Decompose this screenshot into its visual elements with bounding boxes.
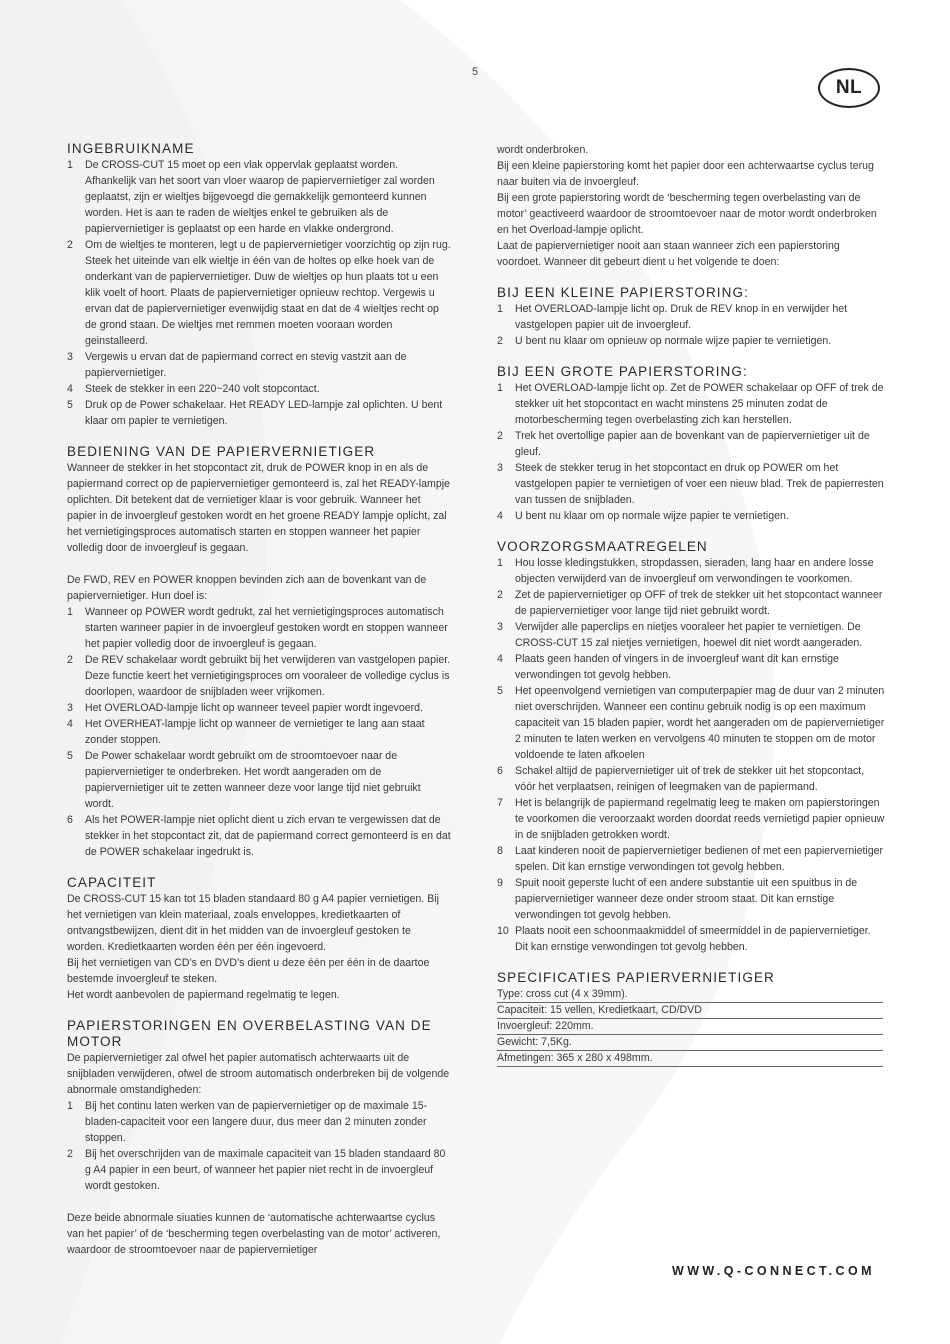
list-item [67,157,451,237]
left-column [67,141,451,1273]
list-item [497,428,885,460]
list-item [497,508,885,524]
list-item [67,397,451,429]
item-text: De CROSS-CUT 15 moet op een vlak oppervlak geplaatst worden. Afhankelijk van het soort van vloer waarop de papiervernietiger zal worden geplaatst, zijn er wieltjes bijgevoegd die gemakkelijk gemonteerd kunnen worden. Het is aan te raden de wieltjes enkel te gebruiken als de papiervernietiger is geplaatst op een harde en vlakke ondergrond. [85,159,435,235]
list-item [67,652,451,700]
list-item [497,587,885,619]
list-item [67,1098,451,1146]
spec-cell: Type: cross cut (4 x 39mm). [497,987,883,1003]
item-text: Om de wieltjes te monteren, legt u de papiervernietiger voorzichtig op zijn rug. Steek het uiteinde van elk wieltje in één van de holtes op elke hoek van de onderkant van de papiervernietiger. Duw de wieltjes op hun plaats tot u een klik voelt of hoort. Plaats de papiervernietiger opnieuw rechtop. Vergewis u ervan dat de papiervernietiger evenwijdig staat en dat de 4 wieltjes recht op de grond staan. De wieltjes met remmen moeten vooraan worden geinstalleerd. [85,239,451,347]
footer-website-url[interactable]: WWW.Q-CONNECT.COM [672,1264,875,1278]
item-text: Het is belangrijk de papiermand regelmatig leeg te maken om papierstoringen te voorkomen die veroorzaakt worden doordat reeds vernietigd papier opnieuw in de snijbladen getrokken wordt. [515,797,885,841]
list-item [67,700,451,716]
item-number: 1 [67,1100,73,1112]
list-item [497,619,885,651]
item-number: 4 [67,383,73,395]
table-row [497,1051,883,1067]
item-text: Schakel altijd de papiervernietiger uit of trek de stekker uit het stopcontact, vóór het verplaatsen, reinigen of leegmaken van de papiermand. [515,765,865,793]
paragraph: De CROSS-CUT 15 kan tot 15 bladen standaard 80 g A4 papier vernietigen. Bij het vernietigen van klein materiaal, zoals enveloppes, kredietkaarten of ontvangstbewijzen, dient dit in het midden van de invoergleuf gestoken te worden. Kredietkaarten worden één per één ingevoerd. [67,893,439,953]
item-text: Steek de stekker in een 220~240 volt stopcontact. [85,383,320,395]
section-capaciteit [67,875,451,1003]
item-text: Wanneer op POWER wordt gedrukt, zal het vernietigingsproces automatisch starten wanneer papier in de invoergleuf gestoken wordt en stoppen wanneer het papier volledig door de invoergleuf is gegaan. [85,606,448,650]
page-number: 5 [471,66,479,78]
list-item [67,349,451,381]
item-text: Hou losse kledingstukken, stropdassen, sieraden, lang haar en andere losse objecten verwijderd van de invoergleuf om verwondingen te voorkomen. [515,557,874,585]
section-bediening [67,444,451,860]
item-number: 6 [67,814,73,826]
list-item [497,651,885,683]
item-number: 10 [497,925,509,937]
item-number: 3 [497,462,503,474]
list-item [67,812,451,860]
list-item [67,748,451,812]
heading-papierstoringen: PAPIERSTORINGEN EN OVERBELASTING VAN DE MOTOR [67,1018,432,1049]
list-item [497,460,885,508]
list-bediening [67,604,451,860]
item-text: Het OVERLOAD-lampje licht op. Zet de POWER schakelaar op OFF of trek de stekker uit het stopcontact en wacht minstens 25 minuten zodat de motorbescherming tegen overbelasting zich kan herstellen. [515,382,884,426]
item-number: 1 [497,382,503,394]
paragraph: Deze beide abnormale siuaties kunnen de ‘automatische achterwaartse cyclus van het papier’ of de ‘bescherming tegen overbelasting van de motor’ activeren, waardoor de stroomtoevoer naar de papiervernietiger [67,1212,441,1256]
item-text: Steek de stekker terug in het stopcontact en druk op POWER om het vastgelopen papier te vernietigen of voer een nieuw blad. Trek de papierresten van tussen de snijbladen. [515,462,884,506]
item-text: Vergewis u ervan dat de papiermand correct en stevig vastzit aan de papiervernietiger. [85,351,407,379]
heading-kleine-papierstoring: BIJ EEN KLEINE PAPIERSTORING: [497,285,749,300]
item-number: 6 [497,765,503,777]
list-item [67,604,451,652]
table-row [497,1019,883,1035]
item-number: 5 [67,399,73,411]
list-item [497,795,885,843]
item-number: 1 [67,606,73,618]
item-number: 1 [497,303,503,315]
heading-capaciteit: CAPACITEIT [67,875,157,890]
section-voorzorgsmaatregelen [497,539,885,955]
section-ingebruikname [67,141,451,429]
item-text: Het OVERLOAD-lampje licht op wanneer teveel papier wordt ingevoerd. [85,702,423,714]
list-item [67,237,451,349]
item-text: Plaats nooit een schoonmaakmiddel of smeermiddel in de papiervernietiger. Dit kan ernstige verwondingen tot gevolg hebben. [515,925,871,953]
paragraph: De papiervernietiger zal ofwel het papier automatisch achterwaarts uit de snijbladen verwijderen, ofwel de stroom automatisch onderbreken bij de volgende abnormale omstandigheden: [67,1052,450,1096]
item-number: 4 [67,718,73,730]
list-item [497,843,885,875]
item-text: U bent nu klaar om opnieuw op normale wijze papier te vernietigen. [515,335,832,347]
list-item [497,333,885,349]
list-item [497,380,885,428]
item-number: 2 [497,430,503,442]
item-number: 5 [497,685,503,697]
paragraph: Bij een kleine papierstoring komt het papier door een achterwaartse cyclus terug naar buiten via de invoergleuf. [497,160,874,188]
spec-cell: Capaciteit: 15 vellen, Kredietkaart, CD/DVD [497,1003,883,1019]
heading-ingebruikname: INGEBRUIKNAME [67,141,195,156]
list-item [497,301,885,333]
item-text: Bij het continu laten werken van de papiervernietiger op de maximale 15-bladen-capaciteit voor een langere duur, dus meer dan 2 minuten zonder stoppen. [85,1100,428,1144]
spec-cell: Invoergleuf: 220mm. [497,1019,883,1035]
item-number: 3 [67,702,73,714]
section-papierstoringen [67,1018,451,1258]
item-text: Verwijder alle paperclips en nietjes vooraleer het papier te vernietigen. De CROSS-CUT 15 zal nietjes vernietigen, hoewel dit niet wordt aangeraden. [515,621,863,649]
list-kleine-papierstoring [497,301,885,349]
item-text: Het OVERHEAT-lampje licht op wanneer de vernietiger te lang aan staat zonder stoppen. [85,718,425,746]
item-text: U bent nu klaar om op normale wijze papier te vernietigen. [515,510,789,522]
paragraph: Laat de papiervernietiger nooit aan staan wanneer zich een papierstoring voordoet. Wanneer dit gebeurt dient u het volgende te doen: [497,240,840,268]
paragraph: De FWD, REV en POWER knoppen bevinden zich aan de bovenkant van de papiervernietiger. Hun doel is: [67,574,427,602]
language-badge: NL [818,68,880,108]
heading-grote-papierstoring: BIJ EEN GROTE PAPIERSTORING: [497,364,748,379]
item-number: 9 [497,877,503,889]
item-text: Plaats geen handen of vingers in de invoergleuf want dit kan ernstige verwondingen tot gevolg hebben. [515,653,839,681]
item-number: 7 [497,797,503,809]
list-item [497,763,885,795]
paragraph: Het wordt aanbevolen de papiermand regelmatig te legen. [67,989,340,1001]
item-text: De REV schakelaar wordt gebruikt bij het verwijderen van vastgelopen papier. Deze functie keert het vernietigingsproces om vooraleer de volledige cyclus is doorlopen, waardoor de snijbladen weer vrijkomen. [85,654,451,698]
item-number: 1 [67,159,73,171]
table-row [497,1003,883,1019]
list-item [497,875,885,923]
item-number: 2 [67,654,73,666]
list-voorzorgsmaatregelen [497,555,885,955]
list-item [497,923,885,955]
section-grote-papierstoring [497,364,885,524]
list-item [67,1146,451,1194]
list-item [497,555,885,587]
item-text: Als het POWER-lampje niet oplicht dient u zich ervan te vergewissen dat de stekker in het stopcontact zit, dat de papiermand correct gemonteerd is en dat de POWER schakelaar ingedrukt is. [85,814,451,858]
section-continuation [497,142,885,270]
item-number: 8 [497,845,503,857]
list-papierstoringen [67,1098,451,1194]
item-number: 1 [497,557,503,569]
list-item [67,716,451,748]
item-number: 3 [67,351,73,363]
item-text: Druk op de Power schakelaar. Het READY LED-lampje zal oplichten. U bent klaar om papier te vernietigen. [85,399,443,427]
heading-bediening: BEDIENING VAN DE PAPIERVERNIETIGER [67,444,376,459]
table-row [497,1035,883,1051]
list-grote-papierstoring [497,380,885,524]
item-text: Spuit nooit geperste lucht of een andere substantie uit een spuitbus in de papiervernietiger wanneer deze onder stroom staat. Dit kan ernstige verwondingen tot gevolg hebben. [515,877,858,921]
item-number: 2 [497,589,503,601]
item-number: 5 [67,750,73,762]
paragraph: Bij een grote papierstoring wordt de ‘bescherming tegen overbelasting van de motor’ geactiveerd waardoor de stroomtoevoer naar de motor wordt onderbroken en het Overload-lampje oplicht. [497,192,877,236]
section-kleine-papierstoring [497,285,885,349]
item-number: 2 [497,335,503,347]
item-text: Trek het overtollige papier aan de bovenkant van de papiervernietiger uit de gleuf. [515,430,870,458]
specifications-table [497,987,883,1067]
item-text: Zet de papiervernietiger op OFF of trek de stekker uit het stopcontact wanneer de papiervernietiger voor lange tijd niet gebruikt wordt. [515,589,883,617]
heading-specificaties: SPECIFICATIES PAPIERVERNIETIGER [497,970,775,985]
item-number: 3 [497,621,503,633]
item-text: De Power schakelaar wordt gebruikt om de stroomtoevoer naar de papiervernietiger te onderbreken. Het wordt aangeraden om de papiervernietiger uit te zetten wanneer deze voor lange tijd niet gebruikt wordt. [85,750,421,810]
section-specificaties [497,970,885,1067]
item-number: 4 [497,653,503,665]
right-column [497,142,885,1082]
table-row [497,987,883,1003]
item-text: Bij het overschrijden van de maximale capaciteit van 15 bladen standaard 80 g A4 papier in een beurt, of wanneer het papier niet recht in de invoergleuf wordt gestoken. [85,1148,446,1192]
spec-cell: Gewicht: 7,5Kg. [497,1035,883,1051]
paragraph: wordt onderbroken. [497,144,589,156]
spec-cell: Afmetingen: 365 x 280 x 498mm. [497,1051,883,1067]
list-item [67,381,451,397]
heading-voorzorgsmaatregelen: VOORZORGSMAATREGELEN [497,539,708,554]
item-number: 4 [497,510,503,522]
paragraph: Bij het vernietigen van CD’s en DVD’s dient u deze één per één in de daartoe bestemde invoergleuf te steken. [67,957,430,985]
item-number: 2 [67,239,73,251]
list-item [497,683,885,763]
item-number: 2 [67,1148,73,1160]
paragraph: Wanneer de stekker in het stopcontact zit, druk de POWER knop in en als de papiermand correct op de papiervernietiger gemonteerd is, zal het READY-lampje oplichten. Dit betekent dat de vernietiger klaar is voor gebruik. Wanneer het papier in de invoergleuf gestoken wordt en het groene READY lampje oplicht, zal het vernietigingsproces automatisch starten en stoppen wanneer het papier volledig door de invoergleuf is gegaan. [67,462,450,554]
item-text: Het opeenvolgend vernietigen van computerpapier mag de duur van 2 minuten niet overschrijden. Wanneer een continu gebruik nodig is op een maximum capaciteit van 15 bladen papier, wordt het aangeraden om de papiervernietiger 2 minuten te laten werken en vervolgens 40 minuten te stoppen om de motor voldoende te laten afkoelen [515,685,885,761]
item-text: Het OVERLOAD-lampje licht op. Druk de REV knop in en verwijder het vastgelopen papier uit de invoergleuf. [515,303,848,331]
item-text: Laat kinderen nooit de papiervernietiger bedienen of met een papiervernietiger spelen. Dit kan ernstige verwondingen tot gevolg hebben. [515,845,884,873]
list-ingebruikname [67,157,451,429]
